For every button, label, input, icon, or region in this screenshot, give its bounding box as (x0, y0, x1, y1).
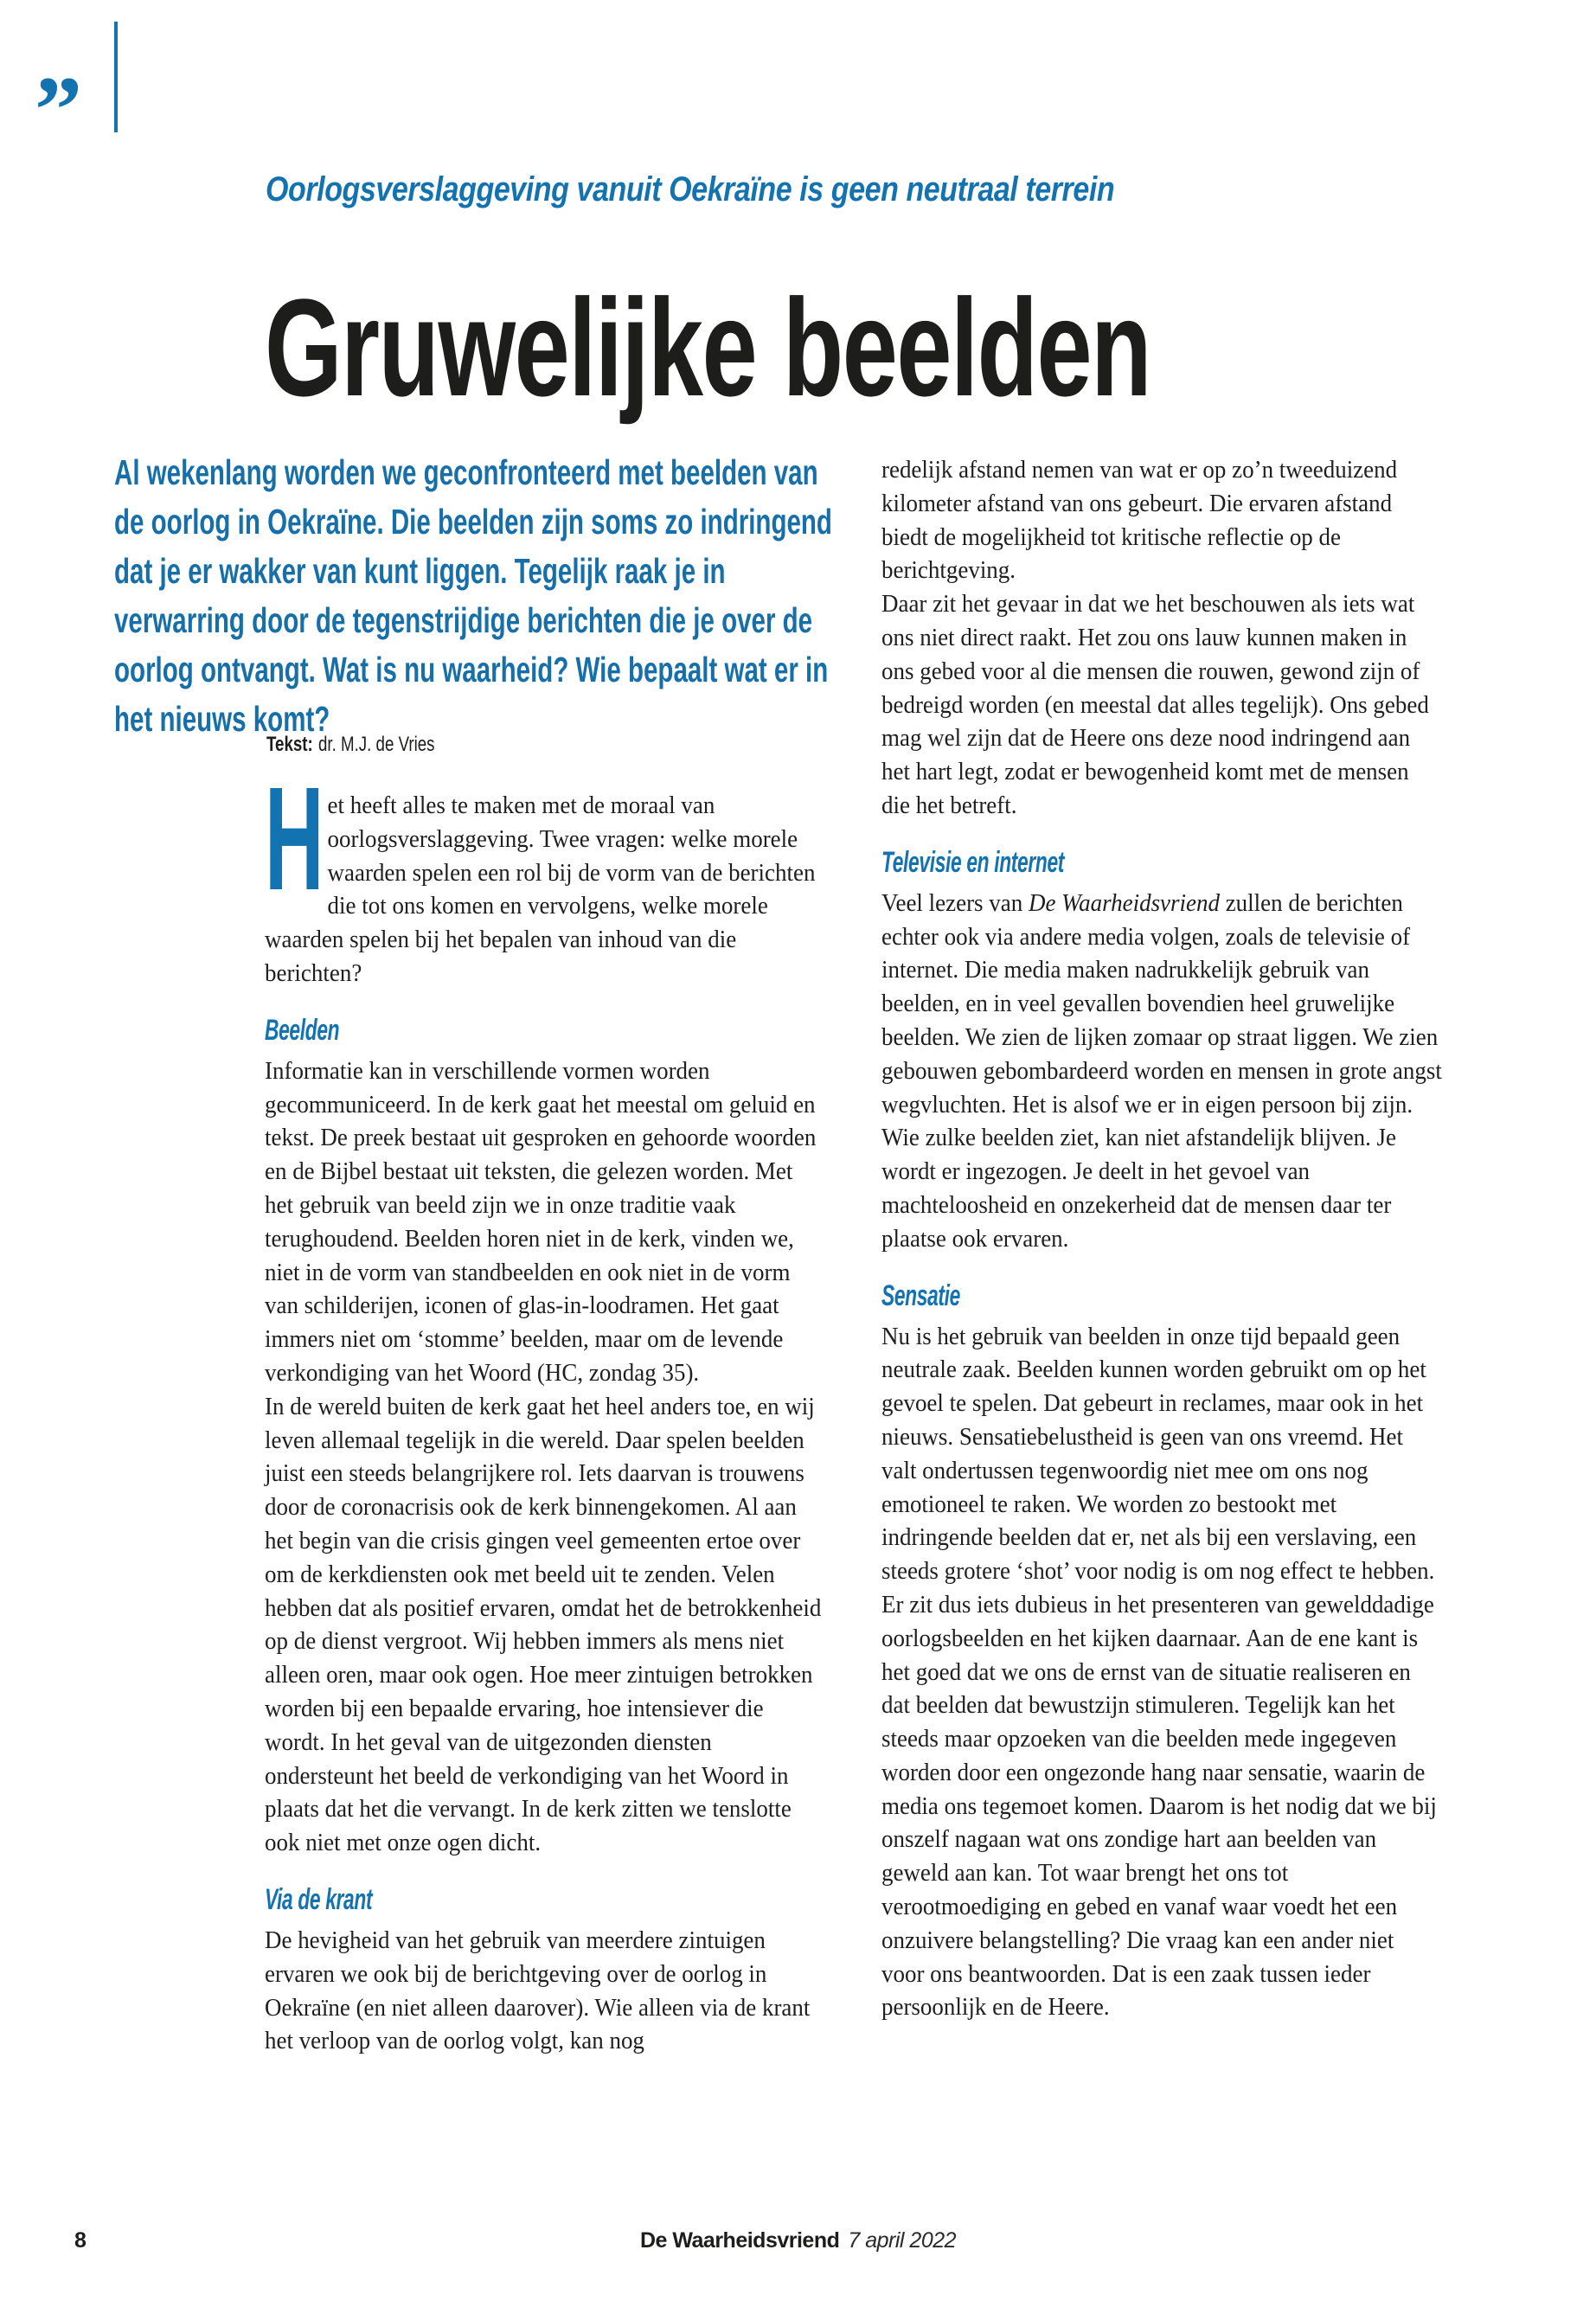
byline-author: dr. M.J. de Vries (317, 733, 435, 756)
page-number: 8 (74, 2228, 87, 2253)
drop-cap: H (265, 757, 324, 921)
page-footer (0, 2228, 1596, 2263)
publication-name: De Waarheidsvriend (639, 2228, 840, 2253)
body-paragraph: Er zit dus iets dubieus in het presenteren van gewelddadige oorlogsbeelden en het kijken daarnaar. Aan de ene kant is het goed dat we ons de ernst van de situatie realiseren en dat beelden dat bewustzijn stimuleren. Tegelijk kan het steeds maar opzoeken van die beelden mede ingegeven worden door een ongezonde hang naar sensatie, waarin de media ons tegemoet komen. Daarom is het nodig dat we bij onszelf nagaan wat ons zondige hart aan beelden van geweld aan kan. Tot waar brengt het ons tot verootmoediging en gebed en vanaf waar voedt het een onzuivere belangstelling? Die vraag kan een ander niet voor ons beantwoorden. Dat is een zaak tussen ieder persoonlijk en de Heere. (881, 1590, 1437, 2022)
body-paragraph: De hevigheid van het gebruik van meerdere zintuigen ervaren we ook bij de berichtgeving over de oorlog in Oekraïne (en niet alleen daarover). Wie alleen via de krant het verloop van de oorlog volgt, kan nog (265, 1926, 811, 2055)
byline (266, 732, 435, 758)
body-paragraph: In de wereld buiten de kerk gaat het heel anders toe, en wij leven allemaal tegelijk in die wereld. Daar spelen beelden juist een steeds belangrijkere rol. Iets daarvan is trouwens door de coronacrisis ook de kerk binnengekomen. Al aan het begin van die crisis gingen veel gemeenten ertoe over om de kerkdiensten ook met beeld uit te zenden. Velen hebben dat als positief ervaren, omdat het de betrokkenheid op de dienst vergroot. Wij hebben immers als mens niet alleen oren, maar ook ogen. Hoe meer zintuigen betrokken worden bij een bepaalde ervaring, hoe intensiever die wordt. In het geval van de uitgezonden diensten ondersteunt het beeld de verkondiging van het Woord in plaats dat het die vervangt. In de kerk zitten we tenslotte ook niet met onze ogen dicht. (265, 1392, 822, 1857)
body-paragraph: H et heeft alles te maken met de moraal van oorlogsverslaggeving. Twee vragen: welke morele waarden spelen een rol bij de vorm van de berichten die tot ons komen en vervolgens, welke morele waarden spelen bij het bepalen van inhoud van die berichten? (265, 757, 816, 987)
kicker: Oorlogsverslaggeving vanuit Oekraïne is geen neutraal terrein (266, 170, 1115, 208)
footer-center (0, 2228, 1596, 2253)
body-paragraph: Veel lezers van De Waarheidsvriend zullen de berichten echter ook via andere media volgen, zoals de televisie of internet. Die media maken nadrukkelijk gebruik van beelden, en in veel gevallen bovendien heel gruwelijke beelden. We zien de lijken zomaar op straat liggen. We zien gebouwen gebombardeerd worden en mensen in grote angst wegvluchten. Het is alsof we er in eigen persoon bij zijn. Wie zulke beelden ziet, kan niet afstandelijk blijven. Je wordt er ingezogen. Je deelt in het gevoel van machteloosheid en onzekerheid dat de mensen daar ter plaatse ook ervaren. (881, 888, 1442, 1253)
body-paragraph: Daar zit het gevaar in dat we het beschouwen als iets wat ons niet direct raakt. Het zou ons lauw kunnen maken in ons gebed voor al die mensen die rouwen, gewond zijn of bedreigd worden (en meestal dat alles tegelijk). Ons gebed mag wel zijn dat de Heere ons deze nood indringend aan het hart legt, zodat er bewogenheid komt met de mensen die het betreft. (881, 590, 1429, 819)
article-column-right (881, 453, 1442, 2024)
pull-quote-mark: ” (35, 57, 82, 163)
body-paragraph: Nu is het gebruik van beelden in onze tijd bepaald geen neutrale zaak. Beelden kunnen worden gebruikt om op het gevoel te spelen. Dat gebeurt in reclames, maar ook in het nieuws. Sensatiebelustheid is geen van ons vreemd. Het valt ondertussen tegenwoordig niet mee om ons nog emotioneel te raken. We worden zo bestookt met indringende beelden dat er, net als bij een verslaving, een steeds grotere ‘shot’ voor nodig is om nog effect te hebben. (881, 1322, 1435, 1586)
section-heading: Sensatie (881, 1279, 960, 1312)
section-heading: Televisie en internet (881, 845, 1065, 879)
body-paragraph: redelijk afstand nemen van wat er op zo’n tweeduizend kilometer afstand van ons gebeurt. Die ervaren afstand biedt de mogelijkheid tot kritische reflectie op de berichtgeving. (881, 456, 1398, 585)
section-heading: Beelden (265, 1013, 340, 1047)
issue-date: 7 april 2022 (848, 2228, 957, 2253)
byline-label: Tekst: (266, 733, 313, 756)
article-title: Gruwelijke beelden (265, 270, 1151, 425)
body-paragraph: Informatie kan in verschillende vormen worden gecommuniceerd. In de kerk gaat het meestal om geluid en tekst. De preek bestaat uit gesproken en gehoorde woorden en de Bijbel bestaat uit teksten, die gelezen worden. Met het gebruik van beeld zijn we in onze traditie vaak terughoudend. Beelden horen niet in de kerk, vinden we, niet in de vorm van standbeelden en ook niet in de vorm van schilderijen, iconen of glas-in-loodramen. Het gaat immers niet om ‘stomme’ beelden, maar om de levende verkondiging van het Woord (HC, zondag 35). (265, 1056, 817, 1387)
italic-run: De Waarheidsvriend (1028, 888, 1220, 917)
lead-paragraph: Al wekenlang worden we geconfronteerd met beelden van de oorlog in Oekraïne. Die beelden zijn soms zo indringend dat je er wakker van kunt liggen. Tegelijk raak je in verwarring door de tegenstrijdige berichten die je over de oorlog ontvangt. Wat is nu waarheid? Wie bepaalt wat er in het nieuws komt? (114, 452, 832, 739)
article-column-left (265, 757, 825, 2058)
top-rule (114, 22, 118, 132)
section-heading: Via de krant (265, 1882, 373, 1916)
